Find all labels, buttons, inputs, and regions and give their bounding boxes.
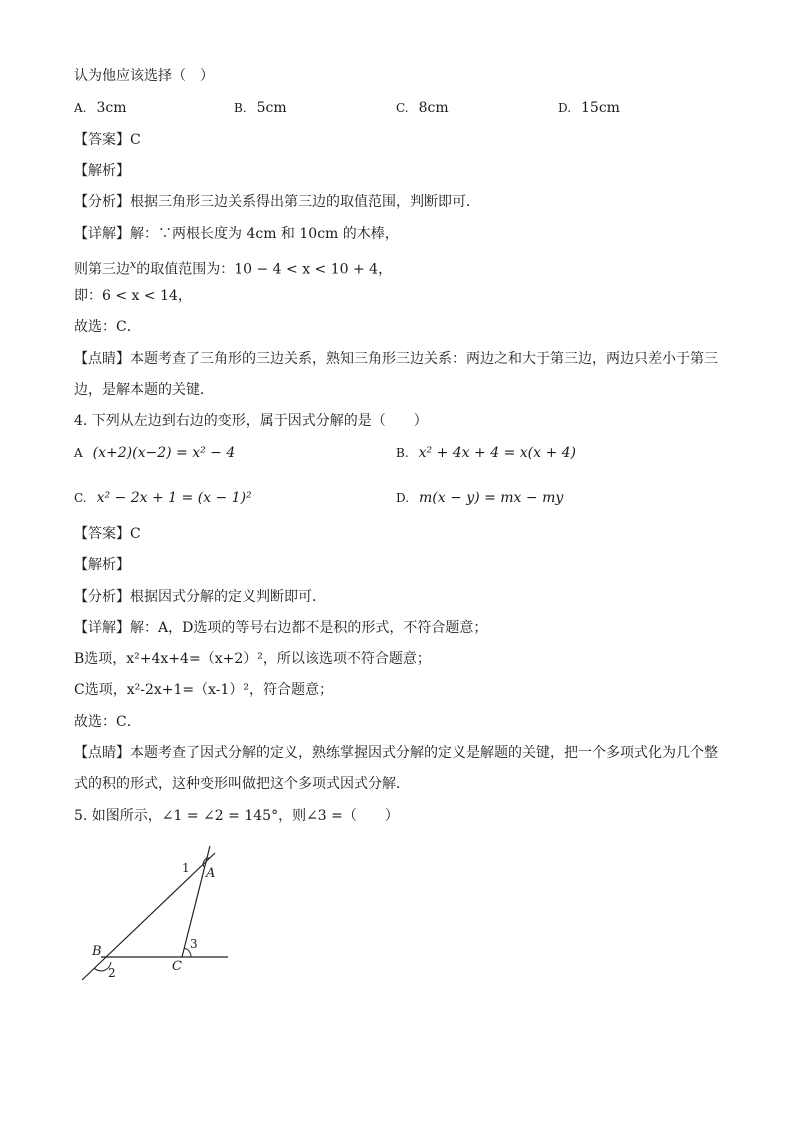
inequality: 10 − 4 < x < 10 + 4 (234, 261, 379, 278)
option-letter: B. (234, 101, 247, 115)
label-a: A (206, 866, 216, 881)
option-formula: x² − 2x + 1 = (x − 1)² (96, 490, 252, 506)
q4-xiangjie-1: 【详解】解：A，D选项的等号右边都不是积的形式，不符合题意； (74, 620, 488, 636)
q4-answer: 【答案】C (74, 526, 141, 542)
option-text: 3cm (96, 100, 127, 116)
q5-stem: 5. 如图所示，∠1 = ∠2 = 145°，则∠3 =（ ） (74, 808, 399, 824)
q3-xiangjie-4: 故选：C． (74, 319, 141, 335)
text: 则第三边 (74, 261, 130, 278)
q4-option-b[interactable] (396, 443, 576, 463)
line-ba (82, 853, 215, 980)
q3-option-a[interactable] (74, 98, 127, 118)
q3-option-b[interactable] (234, 98, 287, 118)
q4-option-d[interactable] (396, 488, 563, 508)
option-text: 15cm (581, 100, 620, 116)
q3-option-d[interactable] (558, 98, 620, 118)
option-formula: x² + 4x + 4 = x(x + 4) (418, 445, 577, 461)
text: 的取值范围为： (136, 261, 235, 278)
option-formula: m(x − y) = mx − my (419, 490, 564, 506)
option-letter: C. (396, 101, 409, 115)
q3-xiangjie-1: 【详解】解：∵两根长度为 4cm 和 10cm 的木棒， (74, 226, 399, 242)
text: ， (378, 261, 393, 278)
q4-dianjing-2: 式的积的形式，这种变形叫做把这个多项式因式分解． (74, 776, 410, 792)
q4-option-c[interactable] (74, 488, 252, 508)
label-2: 2 (108, 966, 116, 980)
option-letter: A (74, 446, 83, 460)
variable-x: x (130, 258, 137, 271)
inequality: 6 < x < 14 (102, 288, 178, 304)
q4-xiangjie-3: C选项，x²-2x+1=（x-1）²，符合题意； (74, 682, 334, 698)
q3-analysis-heading: 【解析】 (74, 163, 130, 179)
option-text: 8cm (418, 100, 449, 116)
label-3: 3 (190, 937, 198, 951)
option-text: 5cm (256, 100, 287, 116)
q3-option-c[interactable] (396, 98, 449, 118)
option-formula: (x+2)(x−2) = x² − 4 (92, 445, 236, 461)
label-1: 1 (182, 861, 190, 875)
q4-fenxi: 【分析】根据因式分解的定义判断即可． (74, 589, 326, 605)
q3-xiangjie-3 (74, 286, 192, 306)
q3-xiangjie-2 (74, 255, 392, 280)
q3-answer: 【答案】C (74, 132, 141, 148)
q3-fenxi: 【分析】根据三角形三边关系得出第三边的取值范围，判断即可． (74, 194, 480, 210)
q4-analysis-heading: 【解析】 (74, 557, 130, 573)
q4-stem: 4. 下列从左边到右边的变形，属于因式分解的是（ ） (74, 413, 428, 429)
q4-dianjing-1: 【点睛】本题考查了因式分解的定义，熟练掌握因式分解的定义是解题的关键，把一个多项式化为几个整 (74, 745, 718, 761)
text: 即： (74, 288, 102, 304)
q3-stem-tail: 认为他应该选择（ ） (74, 68, 214, 84)
q3-dianjing-1: 【点睛】本题考查了三角形的三边关系，熟知三角形三边关系：两边之和大于第三边，两边只差小于第三 (74, 351, 718, 367)
q4-option-a[interactable] (74, 443, 235, 463)
q3-dianjing-2: 边，是解本题的关键． (74, 382, 214, 398)
label-c: C (172, 959, 182, 974)
option-letter: D. (396, 491, 410, 505)
text: ， (177, 288, 192, 304)
option-letter: A. (74, 101, 87, 115)
q4-xiangjie-2: B选项，x²+4x+4=（x+2）²，所以该选项不符合题意； (74, 651, 431, 667)
option-letter: D. (558, 101, 572, 115)
q4-xiangjie-4: 故选：C． (74, 714, 141, 730)
option-letter: C. (74, 491, 87, 505)
option-letter: B. (396, 446, 409, 460)
label-b: B (92, 944, 102, 959)
q5-triangle-figure (74, 840, 244, 990)
